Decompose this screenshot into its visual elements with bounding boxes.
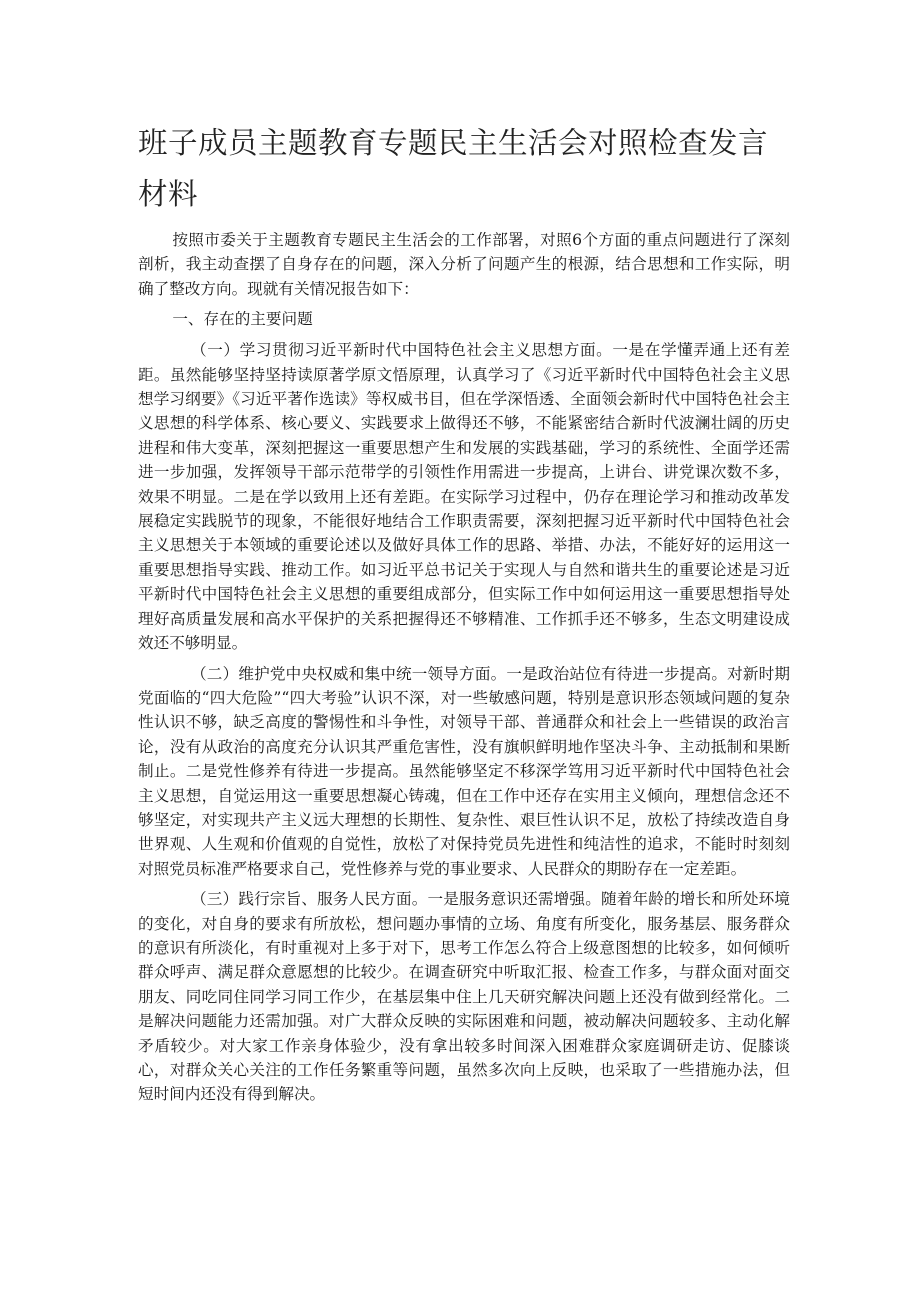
paragraph-service: （三）践行宗旨、服务人民方面。一是服务意识还需增强。随着年龄的增长和所处环境的变化，对自身的要求有所放松，想问题办事情的立场、角度有所变化，服务基层、服务群众的意识有所淡化，有时重视对上多于对下，思考工作怎么符合上级意图想的比较多，如何倾听群众呼声、满足群众意愿想的比较少。在调查研究中听取汇报、检查工作多，与群众面对面交朋友、同吃同住同学习同工作少，在基层集中住上几天研究解决问题上还没有做到经常化。二是解决问题能力还需加强。对广大群众反映的实际困难和问题，被动解决问题较多、主动化解矛盾较少。对大家工作亲身体验少，没有拿出较多时间深入困难群众家庭调研走访、促膝谈心，对群众关心关注的工作任务繁重等问题，虽然多次向上反映，也采取了一些措施办法，但短时间内还没有得到解决。 <box>138 890 790 1104</box>
paragraph-study: （一）学习贯彻习近平新时代中国特色社会主义思想方面。一是在学懂弄通上还有差距。虽然能够坚持坚持读原著学原文悟原理，认真学习了《习近平新时代中国特色社会主义思想学习纲要》《习近平著作选读》等权威书目，但在学深悟透、全面领会新时代中国特色社会主义思想的科学体系、核心要义、实践要求上做得还不够，不能紧密结合新时代波澜壮阔的历史进程和伟大变革，深刻把握这一重要思想产生和发展的实践基础，学习的系统性、全面学还需进一步加强，发挥领导干部示范带学的引领性作用需进一步提高，上讲台、讲党课次数不多，效果不明显。二是在学以致用上还有差距。在实际学习过程中，仍存在理论学习和推动改革发展稳定实践脱节的现象，不能很好地结合工作职责需要，深刻把握习近平新时代中国特色社会主义思想关于本领域的重要论述以及做好具体工作的思路、举措、办法，不能好好的运用这一重要思想指导实践、推动工作。如习近平总书记关于实现人与自然和谐共生的重要论述是习近平新时代中国特色社会主义思想的重要组成部分，但实际工作中如何运用这一重要思想指导处理好高质量发展和高水平保护的关系把握得还不够精准、工作抓手还不够多，生态文明建设成效还不够明显。 <box>138 341 790 653</box>
paragraph-authority: （二）维护党中央权威和集中统一领导方面。一是政治站位有待进一步提高。对新时期党面临的“四大危险”“四大考验”认识不深，对一些敏感问题，特别是意识形态领域问题的复杂性认识不够，缺乏高度的警惕性和斗争性，对领导干部、普通群众和社会上一些错误的政治言论，没有从政治的高度充分认识其严重危害性，没有旗帜鲜明地作坚决斗争、主动抵制和果断制止。二是党性修养有待进一步提高。虽然能够坚定不移深学笃用习近平新时代中国特色社会主义思想，自觉运用这一重要思想凝心铸魂，但在工作中还存在实用主义倾向，理想信念还不够坚定，对实现共产主义远大理想的长期性、复杂性、艰巨性认识不足，放松了持续改造自身世界观、人生观和价值观的自觉性，放松了对保持党员先进性和纯洁性的追求，不能时时刻刻对照党员标准严格要求自己，党性修养与党的事业要求、人民群众的期盼存在一定差距。 <box>138 664 790 878</box>
intro-paragraph: 按照市委关于主题教育专题民主生活会的工作部署，对照6个方面的重点问题进行了深刻剖析，我主动查摆了自身存在的问题，深入分析了问题产生的根源，结合思想和工作实际，明确了整改方向。现就有关情况报告如下： <box>138 231 790 298</box>
section-heading: 一、存在的主要问题 <box>172 310 313 329</box>
document-body <box>138 228 790 1107</box>
document-title: 班子成员主题教育专题民主生活会对照检查发言材料 <box>138 126 769 211</box>
